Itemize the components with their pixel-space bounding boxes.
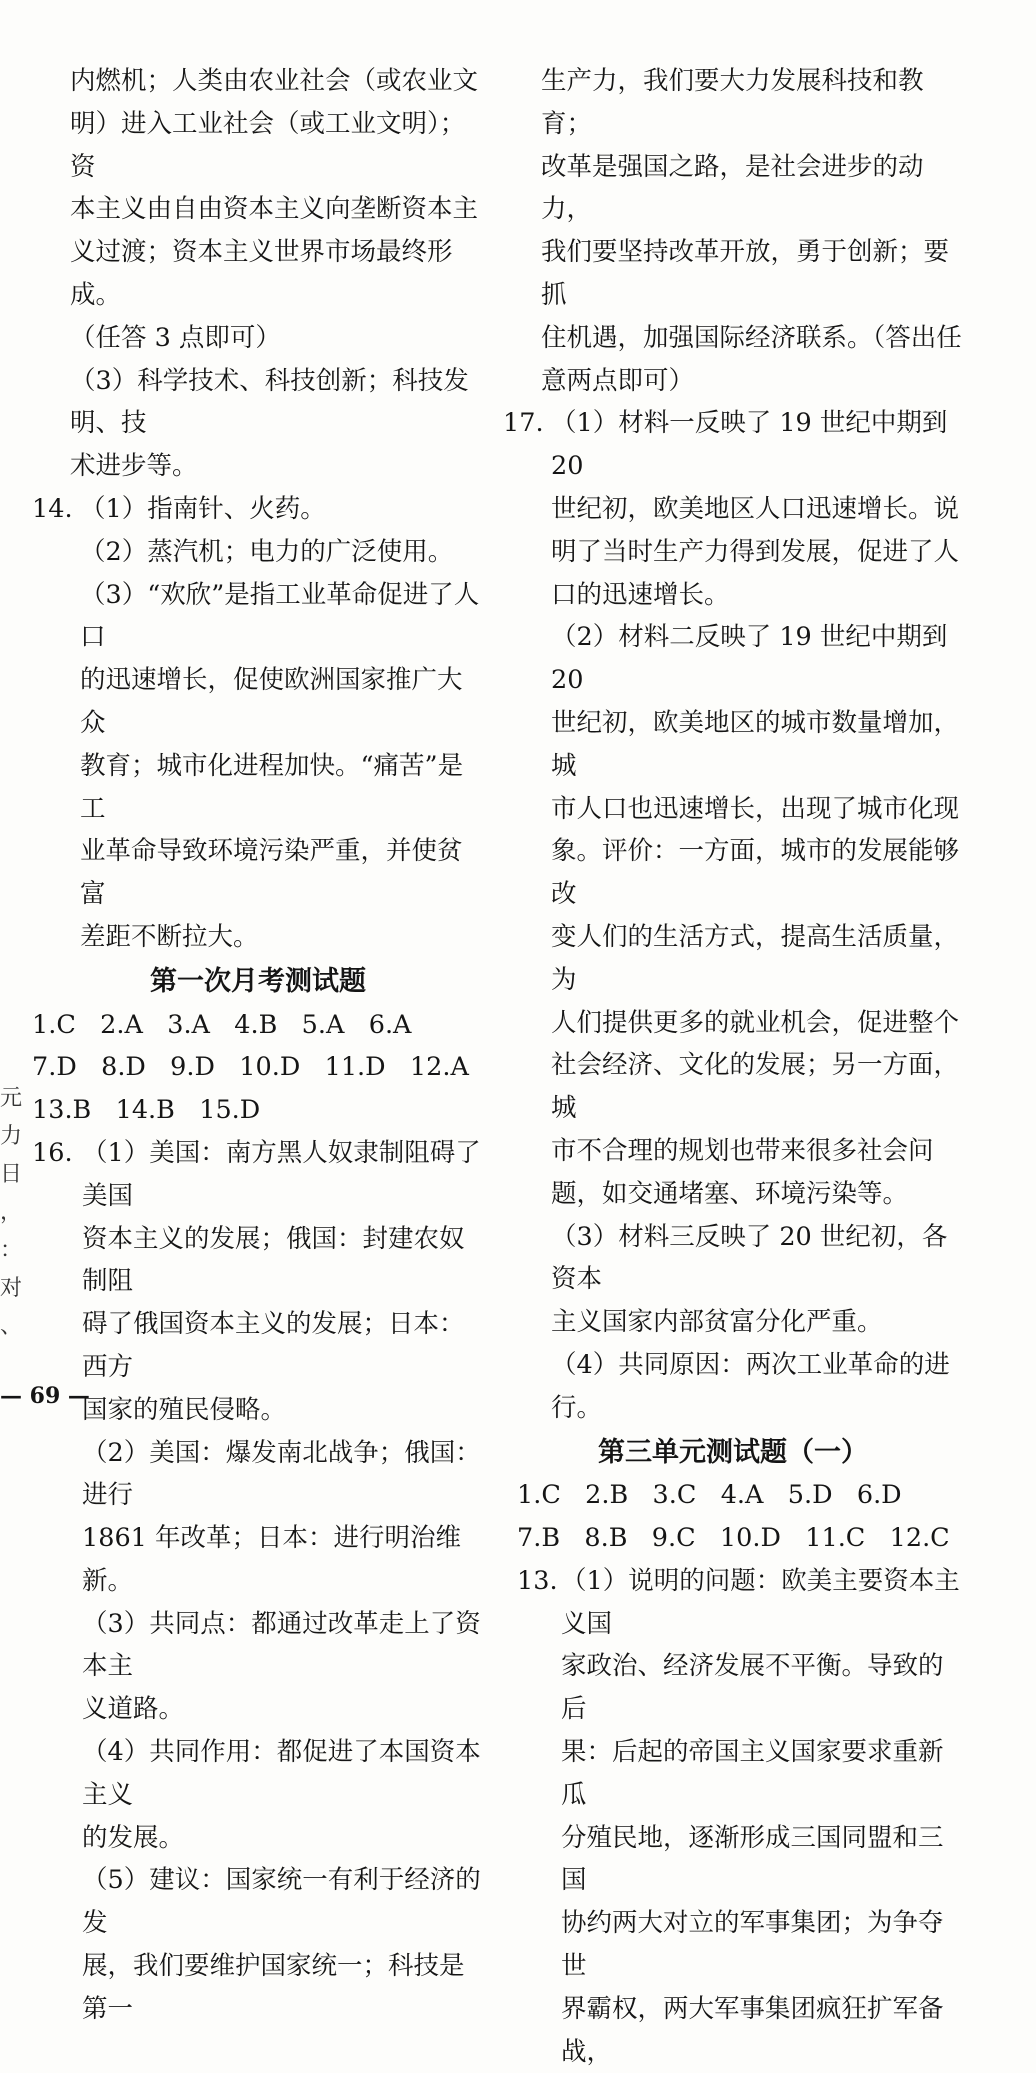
text-line: 国家的殖民侵略。	[82, 1394, 287, 1425]
text-line: 人们提供更多的就业机会，促进整个	[551, 1007, 960, 1038]
section-heading-unit3-test: 第三单元测试题（一）	[598, 1436, 868, 1468]
text-line: （3）“欢欣”是指工业革命促进了人口	[80, 579, 480, 653]
text-line: 世纪初，欧美地区人口迅速增长。说	[551, 493, 960, 524]
text-line: 变人们的生活方式，提高生活质量，为	[551, 921, 960, 995]
right-column	[503, 60, 963, 2073]
text-line: 生产力，我们要大力发展科技和教育；	[541, 66, 924, 139]
left-continued-answer	[32, 60, 484, 360]
text-line: 口的迅速增长。	[551, 579, 730, 610]
text-line: 住机遇，加强国际经济联系。（答出任	[541, 322, 962, 353]
text-line: 分殖民地，逐渐形成三国同盟和三国	[561, 1822, 944, 1896]
text-line: 主义国家内部贫富分化严重。	[551, 1307, 883, 1338]
text-line: 界霸权，两大军事集团疯狂扩军备战，	[561, 1993, 944, 2067]
text-line: 碍了俄国资本主义的发展；日本：西方	[82, 1309, 465, 1382]
text-line: 意两点即可）	[541, 365, 695, 396]
text-line: 社会经济、文化的发展；另一方面，城	[551, 1050, 960, 1124]
answer-row: 7.B 8.B 9.C 10.D 11.C 12.C	[517, 1523, 950, 1554]
question-14	[32, 488, 484, 959]
text-line: 差距不断拉大。	[80, 921, 259, 952]
text-line: 的迅速增长，促使欧洲国家推广大众	[80, 665, 463, 738]
answer-row: 7.D 8.D 9.D 10.D 11.D 12.A	[32, 1052, 469, 1083]
answer-row: 1.C 2.B 3.C 4.A 5.D 6.D	[517, 1480, 902, 1511]
text-line: （任答 3 点即可）	[70, 322, 281, 353]
question-number: 16.	[32, 1137, 73, 1168]
text-line: （2）材料二反映了 19 世纪中期到 20	[551, 622, 948, 696]
answer-row: 1.C 2.A 3.A 4.B 5.A 6.A	[32, 1009, 412, 1040]
text-line: 业革命导致环境污染严重，并使贫富	[80, 836, 463, 910]
question-17	[503, 402, 963, 1429]
edge-char: 日	[0, 1162, 23, 1187]
text-line: 内燃机；人类由农业社会（或农业文	[70, 66, 479, 96]
text-line: （1）说明的问题：欧美主要资本主义国	[561, 1565, 960, 1639]
text-line: 本主义由自由资本主义向垄断资本主	[70, 194, 479, 225]
question-16	[32, 1132, 484, 2031]
text-line: （3）共同点：都通过改革走上了资本主	[82, 1608, 481, 1682]
text-line: （2）蒸汽机；电力的广泛使用。	[80, 536, 454, 567]
text-line: 家政治、经济发展不平衡。导致的后	[561, 1651, 944, 1725]
text-line: （1）美国：南方黑人奴隶制阻碍了美国	[82, 1137, 481, 1211]
text-line: （3）材料三反映了 20 世纪初，各资本	[551, 1221, 948, 1295]
answer-row: 13.B 14.B 15.D	[32, 1095, 261, 1126]
text-line: 协约两大对立的军事集团；为争夺世	[561, 1908, 944, 1982]
right-continued-answer	[503, 60, 963, 402]
question-13-unit3	[503, 1560, 963, 2073]
text-line: 展，我们要维护国家统一；科技是第一	[82, 1951, 465, 2024]
text-line: （2）美国：爆发南北战争；俄国：进行	[82, 1437, 481, 1511]
edge-char: ，	[0, 1200, 23, 1225]
text-line: 明了当时生产力得到发展，促进了人	[551, 536, 960, 567]
text-line: 象。评价：一方面，城市的发展能够改	[551, 836, 960, 910]
edge-char: 对	[0, 1276, 23, 1301]
text-line: （5）建议：国家统一有利于经济的发	[82, 1865, 481, 1939]
text-line: 义过渡；资本主义世界市场最终形成。	[70, 237, 453, 310]
text-line: 题，如交通堵塞、环境污染等。	[551, 1178, 909, 1209]
text-line: 资本主义的发展；俄国：封建农奴制阻	[82, 1223, 465, 1297]
text-line: 1861 年改革；日本：进行明治维新。	[82, 1523, 462, 1596]
left-column	[32, 60, 484, 2031]
text-line: 改革是强国之路，是社会进步的动力，	[541, 151, 924, 225]
adjacent-page-edge-text	[0, 1080, 23, 1346]
text-line: 术进步等。	[70, 451, 198, 482]
answer-key-unit3	[503, 1474, 963, 1560]
text-line: （4）共同原因：两次工业革命的进行。	[551, 1349, 950, 1423]
text-line: （3）科学技术、科技创新；科技发明、技	[70, 365, 469, 439]
text-line: （4）共同作用：都促进了本国资本主义	[82, 1737, 481, 1810]
q13-part3	[32, 360, 484, 488]
text-line: （1）材料一反映了 19 世纪中期到 20	[551, 408, 948, 482]
text-line: 市不合理的规划也带来很多社会问	[551, 1135, 934, 1166]
page-number: — 69 —	[0, 1383, 90, 1409]
question-number: 14.	[32, 493, 73, 524]
text-line: 果：后起的帝国主义国家要求重新瓜	[561, 1737, 944, 1810]
section-heading-first-monthly-test: 第一次月考测试题	[150, 965, 366, 997]
text-line: 的发展。	[82, 1822, 185, 1853]
text-line: 世纪初，欧美地区的城市数量增加，城	[551, 707, 960, 781]
text-line: 明）进入工业社会（或工业文明）；资	[70, 108, 466, 182]
text-line: 义道路。	[82, 1694, 185, 1725]
edge-char: 元	[0, 1086, 23, 1111]
text-line: （1）指南针、火药。	[80, 493, 326, 524]
question-number: 17.	[503, 408, 544, 439]
question-number: 13.	[517, 1565, 558, 1596]
answer-key-first-monthly	[32, 1004, 484, 1132]
edge-char: 、	[0, 1314, 23, 1339]
edge-char: 力	[0, 1124, 23, 1149]
text-line: 市人口也迅速增长，出现了城市化现	[551, 793, 960, 824]
text-line: 我们要坚持改革开放，勇于创新；要抓	[541, 237, 950, 310]
edge-char: ：	[0, 1238, 23, 1263]
text-line: 教育；城市化进程加快。“痛苦”是工	[80, 750, 464, 824]
